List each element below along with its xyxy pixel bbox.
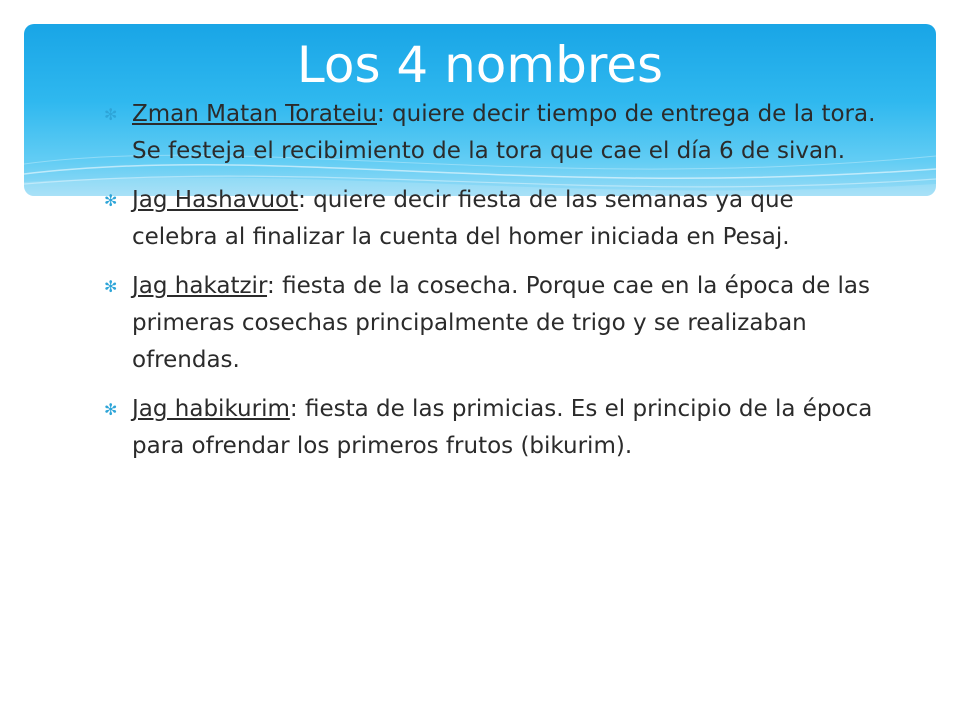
item-description: : quiere decir fiesta de las semanas ya que celebra al finalizar la cuenta del homer iniciada en Pesaj.: [132, 187, 794, 250]
slide-title: Los 4 nombres: [296, 36, 664, 94]
asterisk-bullet-icon: ✻: [104, 400, 118, 419]
list-item: [104, 96, 884, 170]
item-description: : fiesta de las primicias. Es el principio de la época para ofrendar los primeros frutos (bikurim).: [132, 396, 873, 459]
term-label: Jag hakatzir: [132, 273, 268, 299]
asterisk-bullet-icon: ✻: [104, 191, 118, 210]
term-label: Zman Matan Torateiu: [132, 101, 377, 127]
item-description: : fiesta de la cosecha. Porque cae en la época de las primeras cosechas principalmente de trigo y se realizaban ofrendas.: [132, 273, 871, 373]
list-item: [104, 391, 884, 465]
list-item: [104, 182, 884, 256]
asterisk-bullet-icon: ✻: [104, 277, 118, 296]
list-item: [104, 268, 884, 379]
asterisk-bullet-icon: ✻: [104, 105, 118, 124]
term-label: Jag Hashavuot: [132, 187, 299, 213]
term-label: Jag habikurim: [132, 396, 290, 422]
bullet-list: [104, 96, 884, 477]
item-description: : quiere decir tiempo de entrega de la tora. Se festeja el recibimiento de la tora que cae el día 6 de sivan.: [132, 101, 876, 164]
